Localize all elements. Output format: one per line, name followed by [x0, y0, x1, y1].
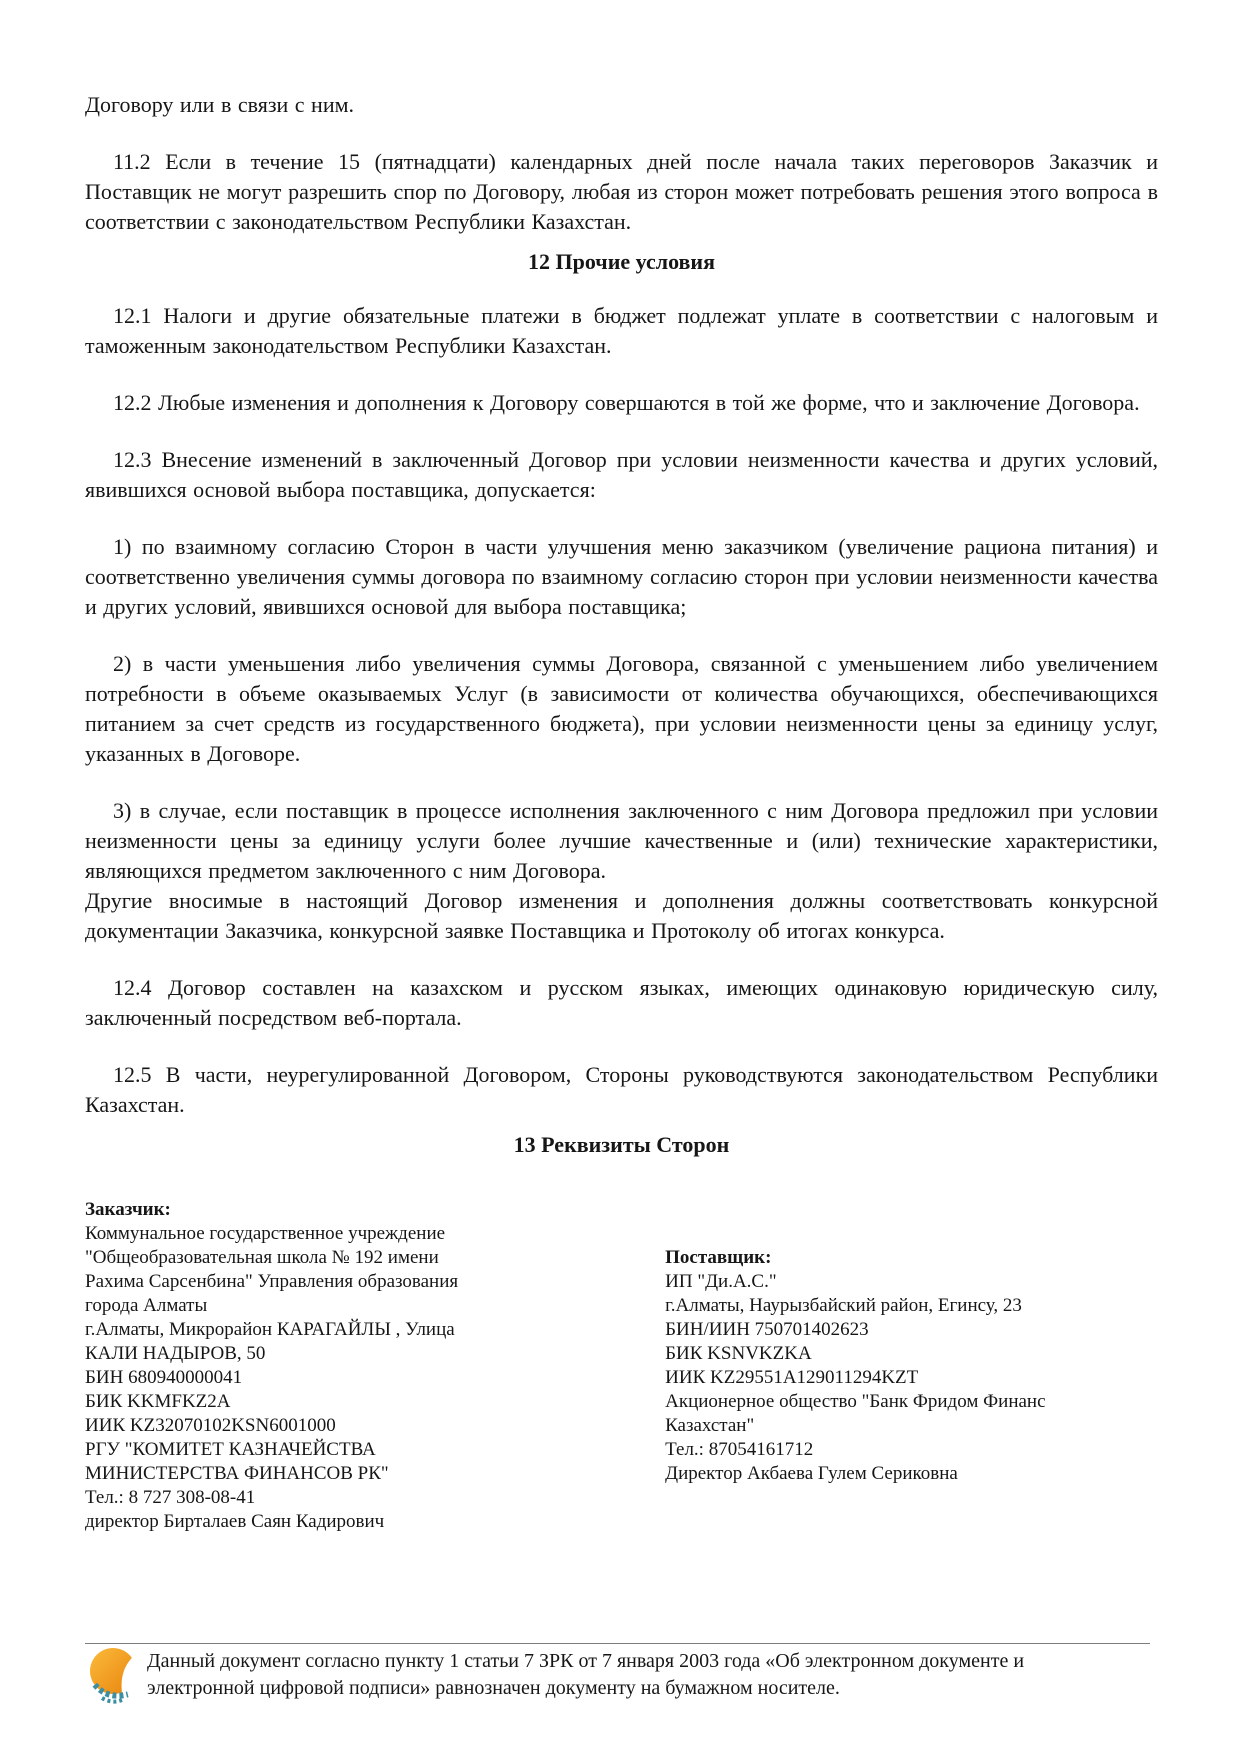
supplier-bin: БИН/ИИН 750701402623: [665, 1319, 869, 1340]
eprocurement-portal-logo-icon: [88, 1646, 142, 1708]
supplier-org: ИП "Ди.А.С.": [665, 1271, 777, 1292]
clause-12-3-item-3: 3) в случае, если поставщик в процессе исполнения заключенного с ним Договора предложил при условии неизменности цены за единицу услуги более лучшие качественные и (или) технические характеристики, являющихся предметом заключенного с ним Договора.: [85, 798, 1158, 883]
section-13-heading: 13 Реквизиты Сторон: [513, 1132, 730, 1157]
customer-bin: БИН 680940000041: [85, 1367, 243, 1388]
customer-org-line: города Алматы: [85, 1295, 208, 1316]
customer-bik: БИК KKMFKZ2A: [85, 1391, 231, 1412]
supplier-requisites: [665, 1198, 1158, 1534]
section-12-heading: 12 Прочие условия: [528, 249, 715, 274]
clause-12-3-item-2: 2) в части уменьшения либо увеличения суммы Договора, связанной с уменьшением либо увеличением потребности в объеме оказываемых Услуг (в зависимости от количества обучающихся, обеспечивающихся питанием за счет средств из государственного бюджета), при условии неизменности цены за единицу услуг, указанных в Договоре.: [85, 651, 1158, 766]
clause-12-1: 12.1 Налоги и другие обязательные платежи в бюджет подлежат уплате в соответствии с налоговым и таможенным законодательством Республики Казахстан.: [85, 303, 1158, 358]
customer-address-line: г.Алматы, Микрорайон КАРАГАЙЛЫ , Улица: [85, 1319, 455, 1340]
supplier-phone: Тел.: 87054161712: [665, 1439, 814, 1460]
customer-iik: ИИК KZ32070102KSN6001000: [85, 1415, 336, 1436]
customer-bank-line: МИНИСТЕРСТВА ФИНАНСОВ РК": [85, 1463, 389, 1484]
footer-legal-note: Данный документ согласно пункту 1 статьи 7 ЗРК от 7 января 2003 года «Об электронном документе и электронной цифровой подписи» равнозначен документу на бумажном носителе.: [147, 1650, 1025, 1699]
clause-12-3-item-1: 1) по взаимному согласию Сторон в части улучшения меню заказчиком (увеличение рациона питания) и соответственно увеличения суммы договора по взаимному согласию сторон при условии неизменности качества и других условий, явившихся основой для выбора поставщика;: [85, 534, 1158, 619]
clause-12-3-item-3-continuation: Другие вносимые в настоящий Договор изменения и дополнения должны соответствовать конкурсной документации Заказчика, конкурсной заявке Поставщика и Протоколу об итогах конкурса.: [85, 888, 1158, 943]
clause-12-3: 12.3 Внесение изменений в заключенный Договор при условии неизменности качества и других условий, явившихся основой выбора поставщика, допускается:: [85, 447, 1158, 502]
customer-org-line: Рахима Сарсенбина" Управления образования: [85, 1271, 459, 1292]
customer-org-line: "Общеобразовательная школа № 192 имени: [85, 1247, 439, 1268]
customer-bank-line: РГУ "КОМИТЕТ КАЗНАЧЕЙСТВА: [85, 1439, 376, 1460]
customer-phone: Тел.: 8 727 308-08-41: [85, 1487, 256, 1508]
footer-separator: [85, 1643, 1150, 1644]
supplier-label: Поставщик:: [665, 1247, 772, 1268]
customer-label: Заказчик:: [85, 1199, 171, 1220]
customer-address-line: КАЛИ НАДЫРОВ, 50: [85, 1343, 266, 1364]
customer-org-line: Коммунальное государственное учреждение: [85, 1223, 446, 1244]
requisites-section: [85, 1198, 1158, 1534]
supplier-iik: ИИК KZ29551A129011294KZT: [665, 1367, 919, 1388]
clause-12-2: 12.2 Любые изменения и дополнения к Договору совершаются в той же форме, что и заключение Договора.: [113, 390, 1140, 415]
supplier-signatory: Директор Акбаева Гулем Сериковна: [665, 1463, 958, 1484]
clause-11-2: 11.2 Если в течение 15 (пятнадцати) календарных дней после начала таких переговоров Заказчик и Поставщик не могут разрешить спор по Договору, любая из сторон может потребовать решения этого вопроса в соответствии с законодательством Республики Казахстан.: [85, 149, 1158, 234]
supplier-bik: БИК KSNVKZKA: [665, 1343, 812, 1364]
paragraph-continuation: Договору или в связи с ним.: [85, 92, 355, 117]
supplier-bank-line: Акционерное общество "Банк Фридом Финанс: [665, 1391, 1046, 1412]
clause-12-5: 12.5 В части, неурегулированной Договором, Стороны руководствуются законодательством Республики Казахстан.: [85, 1062, 1158, 1117]
clause-12-4: 12.4 Договор составлен на казахском и русском языках, имеющих одинаковую юридическую силу, заключенный посредством веб-портала.: [85, 975, 1158, 1030]
supplier-address: г.Алматы, Наурызбайский район, Егинсу, 23: [665, 1295, 1022, 1316]
customer-requisites: [85, 1198, 560, 1534]
customer-signatory: директор Бирталаев Саян Кадирович: [85, 1511, 385, 1532]
supplier-bank-line: Казахстан": [665, 1415, 755, 1436]
